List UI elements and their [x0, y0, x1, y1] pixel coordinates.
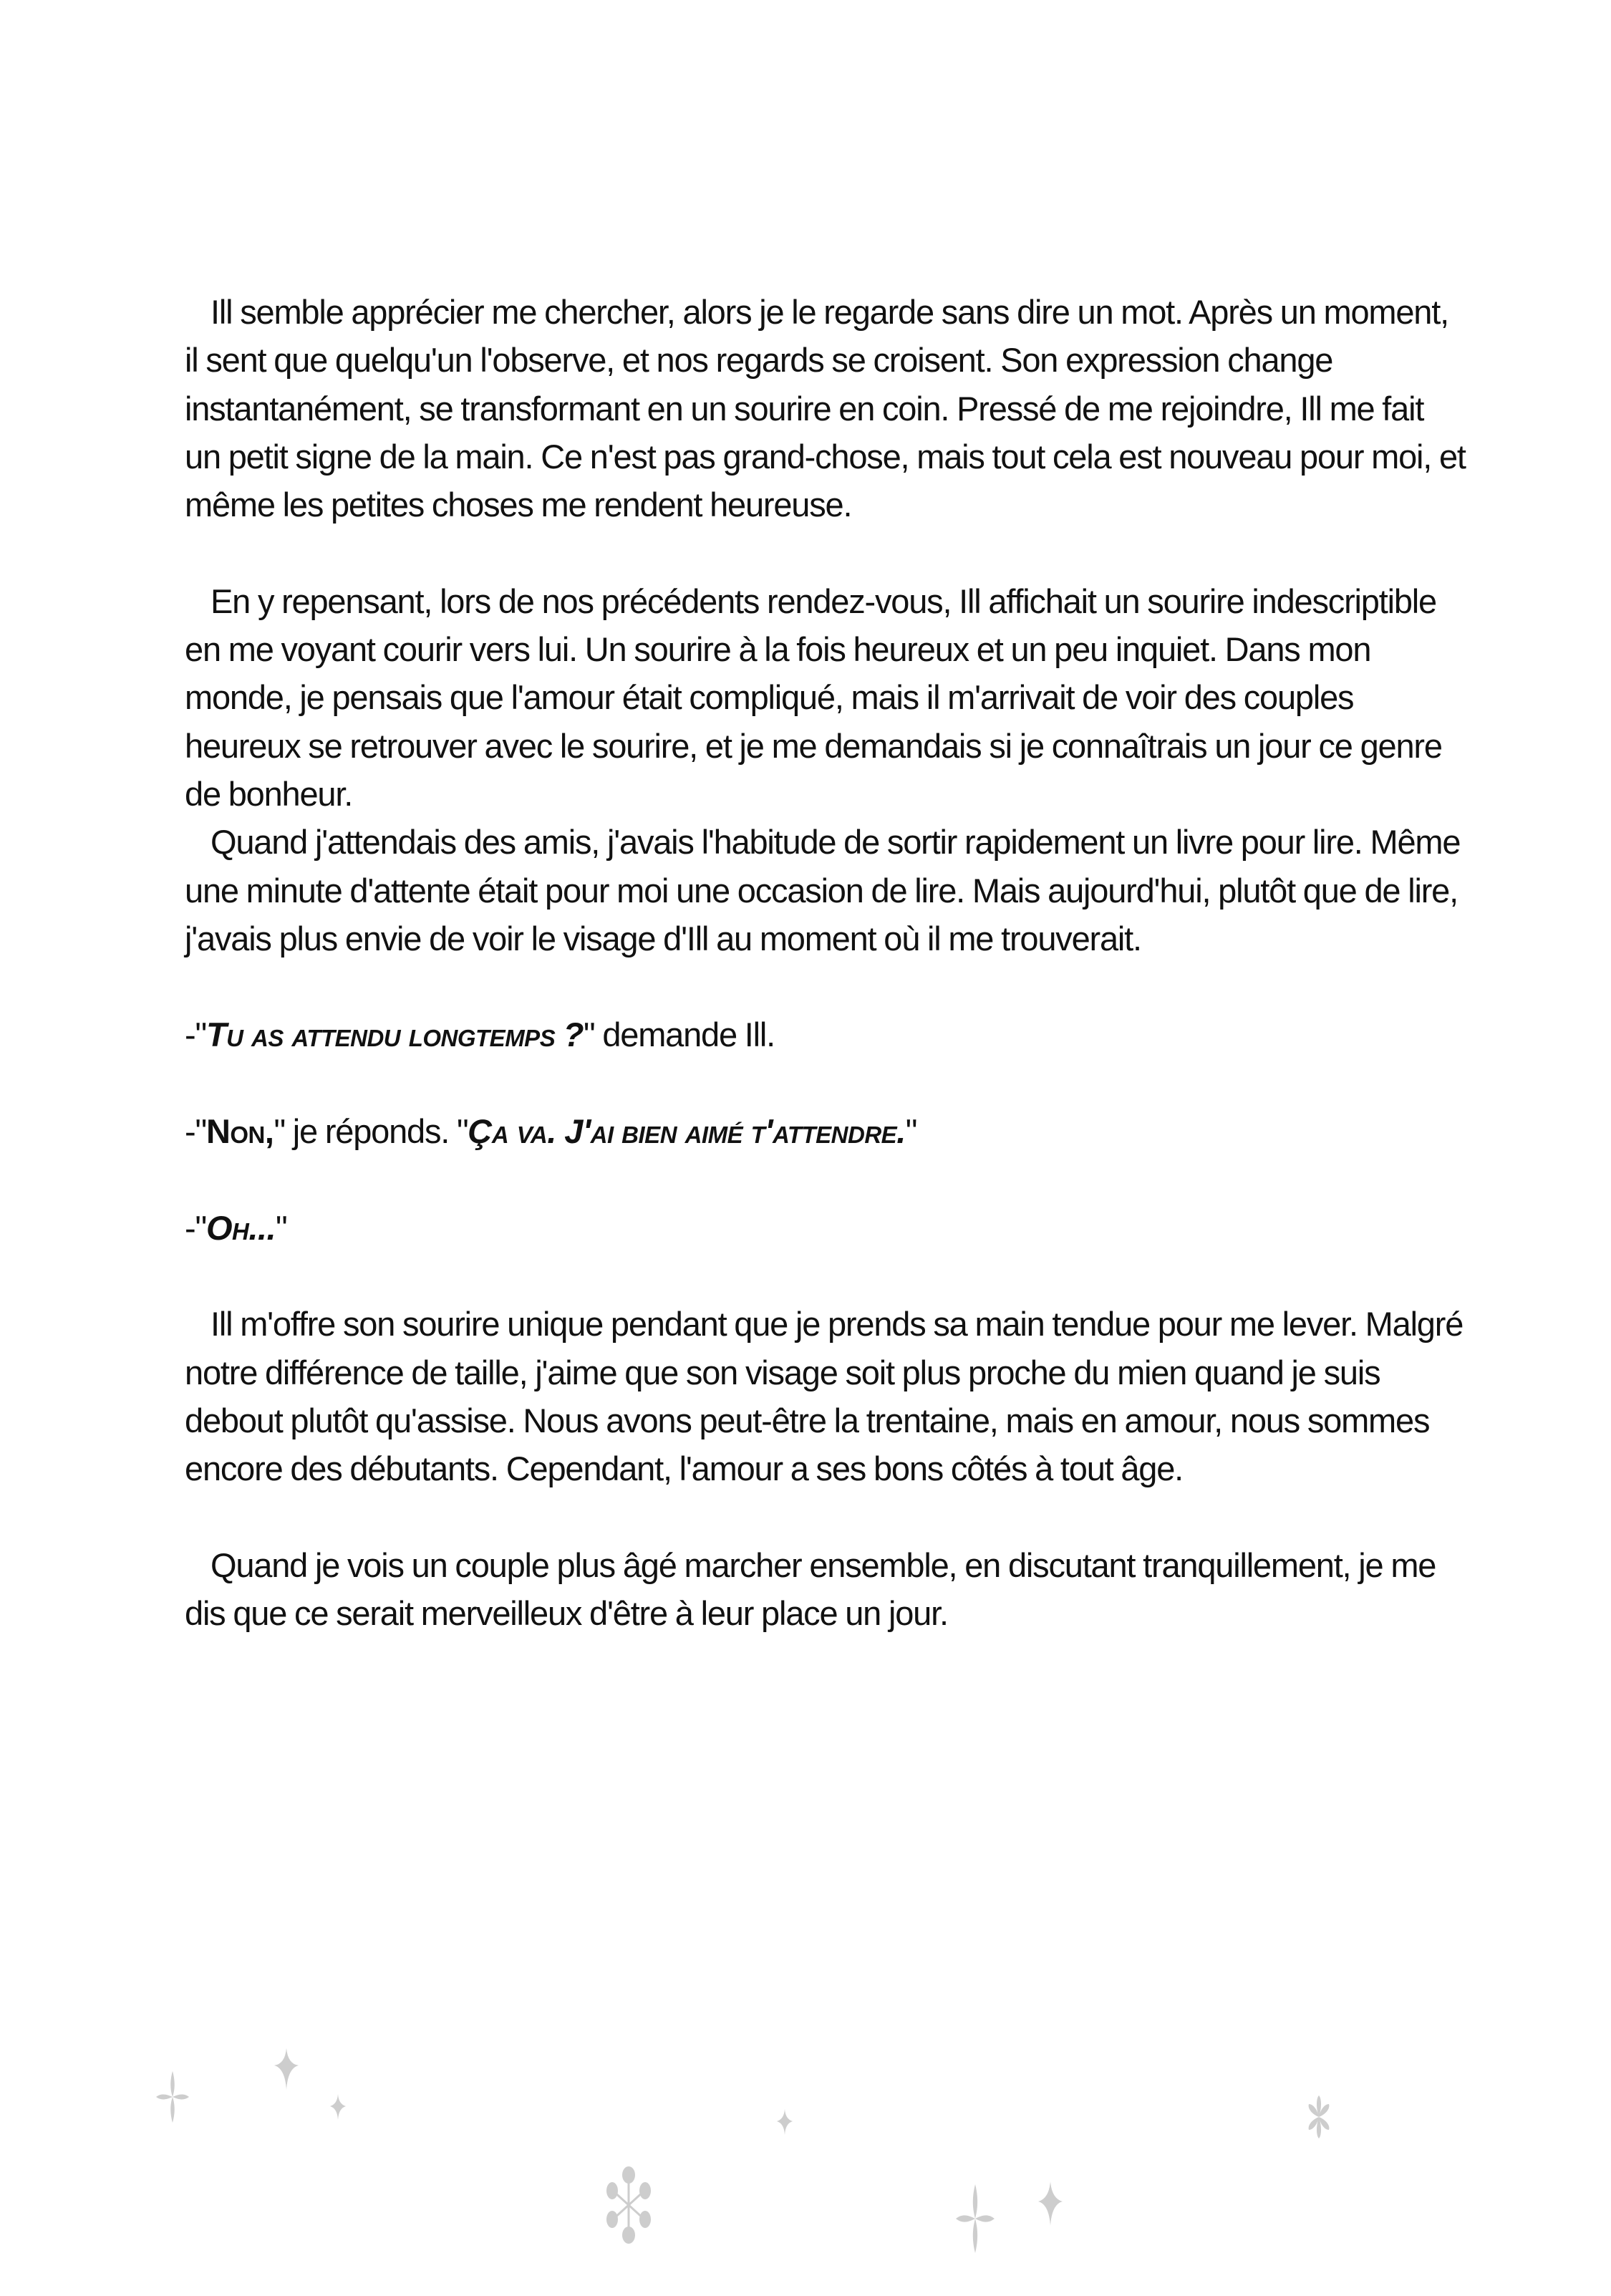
paragraph-3: Quand j'attendais des amis, j'avais l'habitude de sortir rapidement un livre pour lire. Même une minute d'attente était pour moi une occasion de lire. Mais aujourd'hui, plutôt que de lire, j'avais plus envie de voir le visage d'Ill au moment où il me trouverait.	[185, 823, 1461, 958]
dialogue-prefix: -"	[185, 1208, 206, 1247]
cross-sparkle-icon	[155, 2070, 190, 2124]
paragraph-gap	[185, 1155, 1466, 1203]
small-sparkle-icon	[776, 2109, 793, 2135]
paragraph-4: Ill m'offre son sourire unique pendant que je prends sa main tendue pour me lever. Malgré notre différence de taille, j'aime que son visage soit plus proche du mien quand je suis debout plutôt qu'assise. Nous avons peut-être la trentaine, mais en amour, nous sommes encore des débutants. Cependant, l'amour a ses bons côtés à tout âge.	[185, 1305, 1464, 1488]
document-page	[185, 288, 1466, 1637]
diamond-sparkle-icon	[274, 2048, 299, 2090]
dialogue-mid: " je réponds. "	[274, 1112, 468, 1151]
diamond-sparkle-icon	[1037, 2181, 1063, 2226]
paragraph-gap	[185, 1252, 1466, 1300]
dialogue-line-2	[185, 1107, 1466, 1155]
dialogue-suffix: "	[905, 1112, 917, 1151]
paragraph-2: En y repensant, lors de nos précédents rendez-vous, Ill affichait un sourire indescriptible en me voyant courir vers lui. Un sourire à la fois heureux et un peu inquiet. Dans mon monde, je pensais que l'amour était compliqué, mais il m'arrivait de voir des couples heureux se retrouver avec le sourire, et je me demandais si je connaîtrais un jour ce genre de bonheur.	[185, 582, 1442, 813]
paragraph-gap	[185, 1059, 1466, 1107]
small-sparkle-icon	[329, 2094, 347, 2120]
paragraph-gap	[185, 1492, 1466, 1540]
paragraph-5: Quand je vois un couple plus âgé marcher ensemble, en discutant tranquillement, je me dis que ce serait merveilleux d'être à leur place un jour.	[185, 1545, 1436, 1633]
snowflake-icon	[606, 2166, 652, 2244]
dialogue-line-1	[185, 1010, 1466, 1058]
asterisk-flower-icon	[1306, 2094, 1332, 2140]
dialogue-prefix: -"	[185, 1112, 206, 1151]
dialogue-line-3	[185, 1204, 1466, 1252]
dialogue-suffix: " demande Ill.	[583, 1016, 775, 1054]
paragraph-gap	[185, 529, 1466, 577]
dialogue-speech: Tu as attendu longtemps ?	[205, 1016, 584, 1054]
dialogue-speech: Non,	[205, 1112, 274, 1151]
dialogue-prefix: -"	[185, 1016, 206, 1054]
paragraph-1: Ill semble apprécier me chercher, alors je le regarde sans dire un mot. Après un moment, il sent que quelqu'un l'observe, et nos regards se croisent. Son expression change instantanément, se transformant en un sourire en coin. Pressé de me rejoindre, Ill me fait un petit signe de la main. Ce n'est pas grand-chose, mais tout cela est nouveau pour moi, et même les petites choses me rendent heureuse.	[185, 293, 1466, 524]
dialogue-speech: Ça va. J'ai bien aimé t'attendre.	[468, 1112, 906, 1151]
dialogue-suffix: "	[276, 1208, 287, 1247]
paragraph-gap	[185, 963, 1466, 1010]
cross-sparkle-icon	[954, 2183, 996, 2254]
dialogue-speech: Oh...	[205, 1208, 276, 1247]
